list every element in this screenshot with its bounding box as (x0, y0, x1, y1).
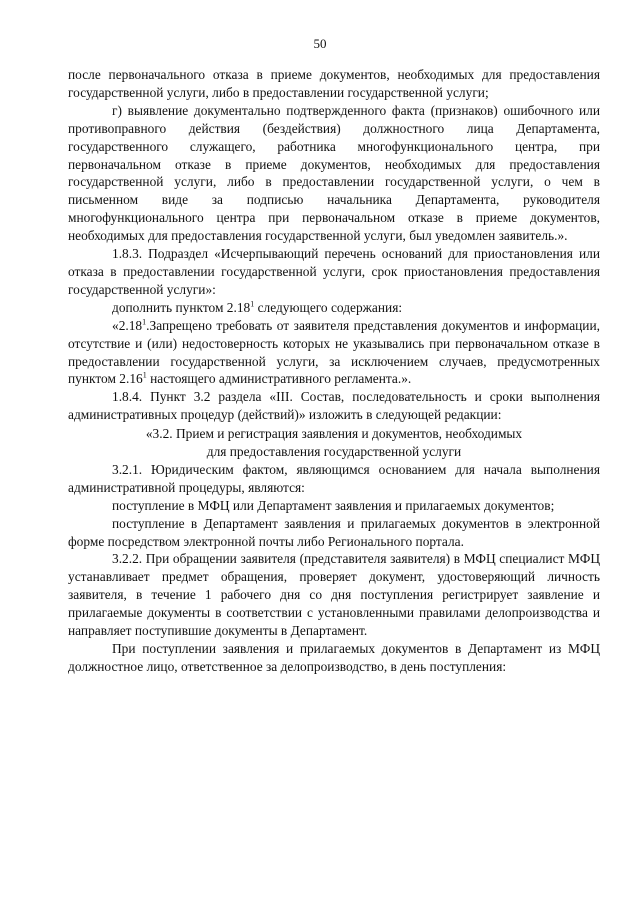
page-number: 50 (313, 36, 327, 51)
document-body (68, 66, 600, 676)
paragraph-mfc-receipt: При поступлении заявления и прилагаемых документов в Департамент из МФЦ должностное лицо, ответственное за делопроизводство, в день поступления: (68, 641, 600, 674)
section-heading-line-1: «3.2. Прием и регистрация заявления и документов, необходимых (145, 426, 523, 442)
paragraph-continuation: после первоначального отказа в приеме документов, необходимых для предоставления государственной услуги, либо в предоставлении государственной услуги; (68, 67, 600, 100)
superscript: 1 (142, 317, 147, 327)
paragraph-3-2-1: 3.2.1. Юридическим фактом, являющимся основанием для начала выполнения административной процедуры, являются: (68, 461, 600, 495)
paragraph-1-8-4: 1.8.4. Пункт 3.2 раздела «III. Состав, последовательность и сроки выполнения административных процедур (действий)» изложить в следующей редакции: (68, 389, 600, 423)
text-run: следующего содержания: (254, 299, 403, 315)
paragraph-add-2-18-1 (68, 299, 600, 317)
paragraph-1-8-3: 1.8.3. Подраздел «Исчерпывающий перечень оснований для приостановления или отказа в предоставлении государственной услуги, срок приостановления предоставления государственной услуги»: (68, 246, 600, 297)
superscript: 1 (142, 370, 147, 380)
paragraph-2-18-1 (68, 317, 600, 389)
paragraph-3-2-2: 3.2.2. При обращении заявителя (представителя заявителя) в МФЦ специалист МФЦ устанавливает предмет обращения, проверяет документ, удостоверяющий личность заявителя, в течение 1 рабочего дня со дня поступления регистрирует заявление и прилагаемые документы в соответствии с установленными правилами делопроизводства и направляет поступившие документы в Департамент. (68, 551, 600, 639)
paragraph-list-item-1: поступление в МФЦ или Департамент заявления и прилагаемых документов; (112, 497, 555, 513)
text-run: дополнить пунктом 2.18 (112, 299, 251, 315)
text-run: настоящего административного регламента.». (146, 371, 412, 387)
paragraph-list-item-2: поступление в Департамент заявления и прилагаемых документов в электронной форме посредством электронной почты либо Регионального портала. (68, 515, 600, 549)
paragraph-item-g: г) выявление документально подтвержденного факта (признаков) ошибочного или противоправного действия (бездействия) должностного лица Департамента, государственного служащего, работника многофункционального центра, при первоначальном отказе в приеме документов, необходимых для предоставления государственной услуги, либо в предоставлении государственной услуги, о чем в письменном виде за подписью начальника Департамента, руководителя многофункционального центра при первоначальном отказе в приеме документов, необходимых для предоставления государственной услуги, был уведомлен заявитель.». (68, 102, 600, 244)
text-run: «2.18 (112, 317, 143, 333)
text-run: .Запрещено требовать от заявителя представления документов и информации, отсутствие и (или) недостоверность которых не указывались при первоначальном отказе в предоставлении государственной услуги, за исключением случаев, предусмотренных пунктом 2.16 (68, 317, 600, 387)
superscript: 1 (250, 299, 255, 309)
section-heading-line-2: для предоставления государственной услуги (206, 444, 462, 460)
